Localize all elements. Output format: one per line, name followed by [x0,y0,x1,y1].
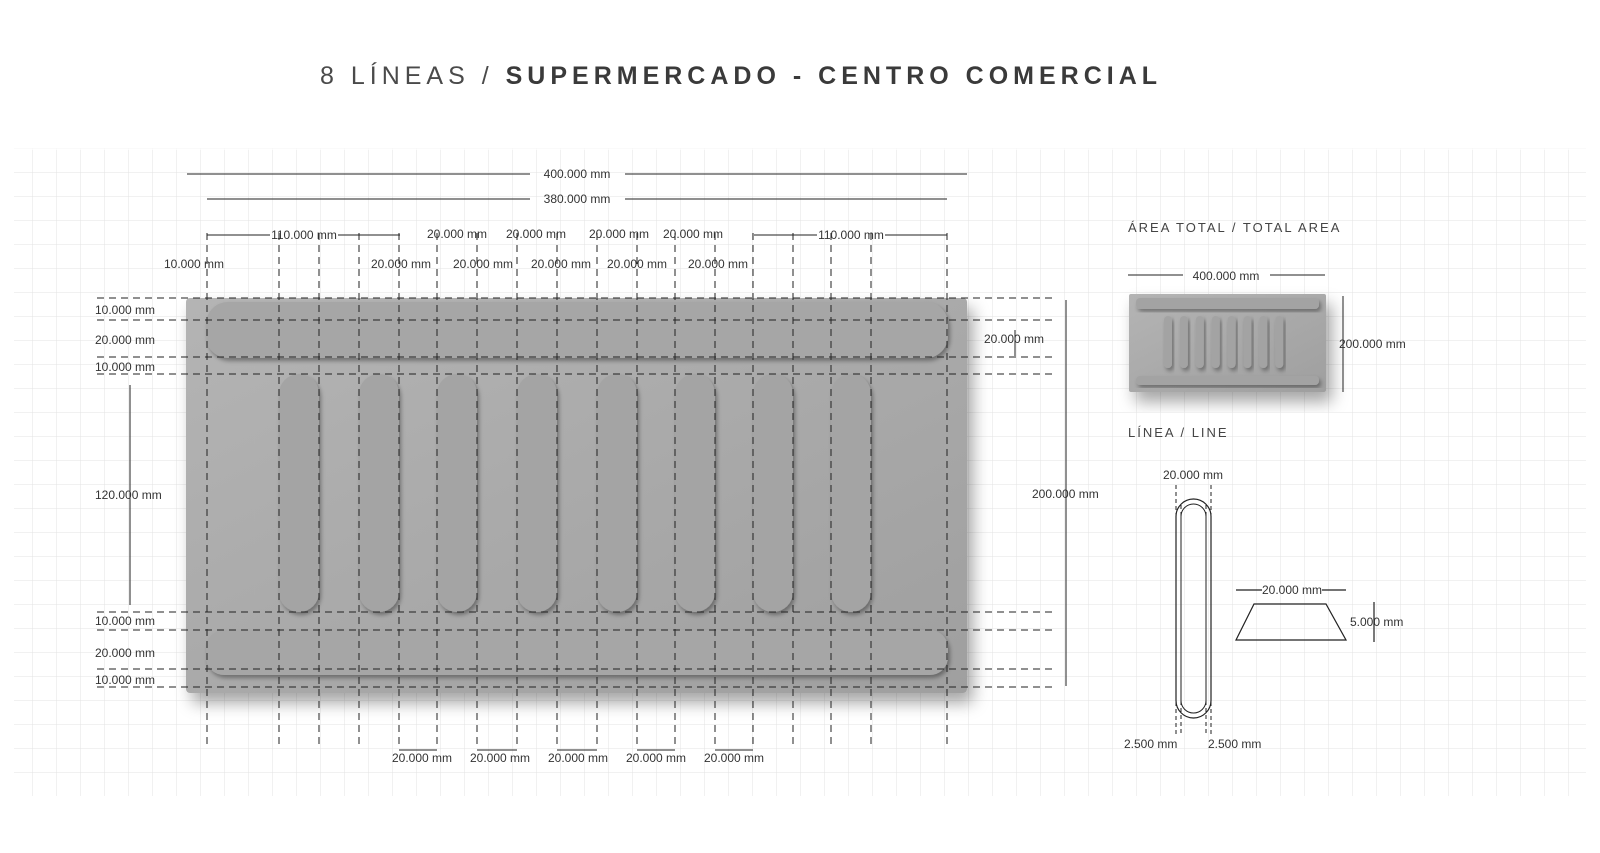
dim-upper-spacing-1: 20.000 mm [426,227,488,241]
dim-right-height: 200.000 mm [1032,487,1099,501]
dim-left-bottom-margin: 10.000 mm [95,673,156,687]
dim-overall-width: 400.000 mm [543,167,611,181]
thumbnail-line-7 [1259,316,1267,368]
total-area-height: 200.000 mm [1339,337,1406,351]
thumbnail-line-3 [1196,316,1204,368]
dim-left-lines-length: 120.000 mm [95,488,162,502]
dim-left-bottom-bar: 20.000 mm [95,646,156,660]
thumbnail-line-6 [1244,316,1252,368]
dim-upper-spacing-3: 20.000 mm [588,227,650,241]
dim-bottom-spacing-3: 20.000 mm [547,751,609,765]
line-offset-right: 2.500 mm [1208,737,1262,751]
dim-left-top-bar: 20.000 mm [95,333,156,347]
thumbnail-line-2 [1180,316,1188,368]
line-relief-8 [831,374,871,612]
thumbnail-line-8 [1275,316,1283,368]
thumbnail-top-bar [1136,298,1319,309]
line-relief-6 [675,374,715,612]
thumbnail-line-1 [1164,316,1172,368]
dim-left-top-gap: 10.000 mm [95,360,156,374]
title-count: 8 LÍNEAS / [320,62,506,90]
total-area-width: 400.000 mm [1192,269,1260,283]
thumbnail-bottom-bar [1136,376,1319,385]
dim-left-top-margin: 10.000 mm [95,303,156,317]
line-width: 20.000 mm [1162,468,1224,482]
dim-bottom-spacing-1: 20.000 mm [391,751,453,765]
line-relief-3 [437,374,477,612]
dim-left-group: 110.000 mm [271,228,337,242]
line-relief-5 [597,374,637,612]
dim-bottom-spacing-2: 20.000 mm [469,751,531,765]
thumbnail-line-5 [1228,316,1236,368]
profile-top-width: 20.000 mm [1261,583,1323,597]
dim-inner-width: 380.000 mm [543,192,611,206]
dim-bottom-spacing-5: 20.000 mm [703,751,765,765]
thumbnail-line-4 [1212,316,1220,368]
grid-fade-top [0,140,1600,150]
dim-upper-spacing-4: 20.000 mm [662,227,724,241]
line-relief-1 [279,374,319,612]
title-name: SUPERMERCADO - CENTRO COMERCIAL [505,62,1163,90]
dim-right-bar: 20.000 mm [984,332,1045,346]
line-relief-2 [359,374,399,612]
line-relief-7 [753,374,793,612]
dim-lower-spacing-2: 20.000 mm [452,257,514,271]
dim-lower-spacing-3: 20.000 mm [530,257,592,271]
dim-upper-spacing-2: 20.000 mm [505,227,567,241]
dim-bottom-spacing-4: 20.000 mm [625,751,687,765]
dim-side-margin: 10.000 mm [164,257,225,271]
dim-lower-spacing-4: 20.000 mm [606,257,668,271]
line-offset-left: 2.500 mm [1124,737,1178,751]
total-area-heading: ÁREA TOTAL / TOTAL AREA [1128,220,1342,235]
line-detail-heading: LÍNEA / LINE [1128,425,1229,440]
line-relief-4 [517,374,557,612]
top-bar-relief [206,302,948,358]
dim-right-group: 110.000 mm [818,228,884,242]
bottom-bar-relief [206,630,948,675]
profile-height: 5.000 mm [1350,615,1404,629]
dim-lower-spacing-1: 20.000 mm [370,257,432,271]
dim-left-bottom-gap: 10.000 mm [95,614,156,628]
dim-lower-spacing-5: 20.000 mm [687,257,749,271]
